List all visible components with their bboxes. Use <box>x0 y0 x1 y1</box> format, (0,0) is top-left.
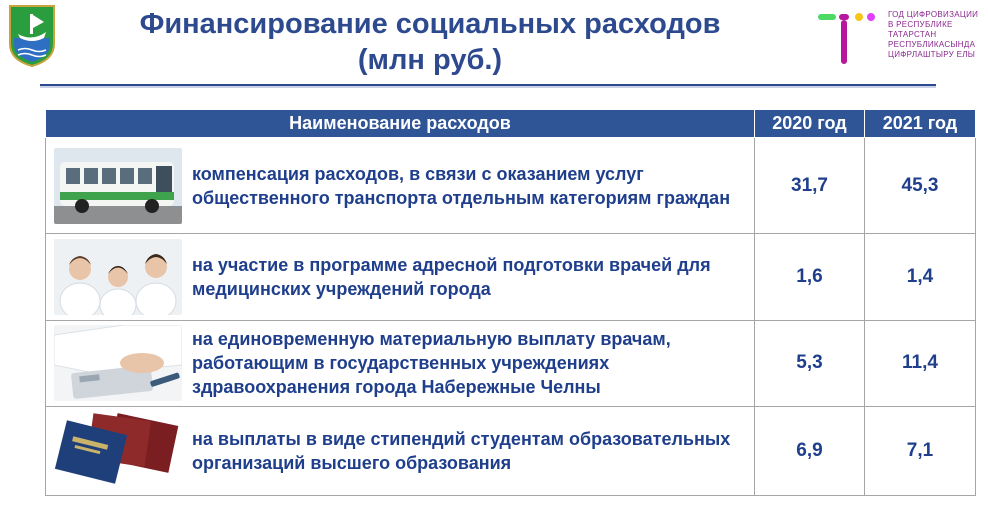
doctors-photo <box>54 239 182 315</box>
value-2021: 11,4 <box>865 320 976 406</box>
value-2020: 6,9 <box>755 406 865 495</box>
value-2020: 1,6 <box>755 234 865 320</box>
table-row <box>46 234 976 320</box>
title-line-1: Финансирование социальных расходов <box>139 8 721 40</box>
table-row <box>46 320 976 406</box>
table-header-row <box>46 110 976 138</box>
city-crest-logo <box>6 4 58 68</box>
table-row <box>46 138 976 234</box>
value-2021: 45,3 <box>865 138 976 234</box>
digitalization-year-logo <box>818 10 878 66</box>
expense-name: на выплаты в виде стипендий студентам образовательных организаций высшего образования <box>192 428 731 473</box>
page-title <box>100 6 760 78</box>
student-cards-photo <box>54 413 182 489</box>
brand-line: ЦИФРЛАШТЫРУ ЕЛЫ <box>888 50 976 59</box>
expenses-table <box>45 109 976 496</box>
title-divider-shadow <box>40 86 936 88</box>
table-row <box>46 406 976 495</box>
digitalization-year-text <box>888 10 988 60</box>
brand-line: В РЕСПУБЛИКЕ <box>888 20 953 29</box>
expense-name-cell <box>46 406 755 495</box>
brand-line: РЕСПУБЛИКАСЫНДА <box>888 40 976 49</box>
bus-photo <box>54 148 182 224</box>
title-line-2: (млн руб.) <box>357 44 503 76</box>
value-2020: 31,7 <box>755 138 865 234</box>
brand-line: ГОД ЦИФРОВИЗАЦИИ <box>888 10 979 19</box>
expense-name: компенсация расходов, в связи с оказанием услуг общественного транспорта отдельным категориям граждан <box>192 163 731 208</box>
header-expense-name: Наименование расходов <box>46 110 755 138</box>
brand-line: ТАТАРСТАН <box>888 30 937 39</box>
expense-name: на участие в программе адресной подготовки врачей для медицинских учреждений города <box>192 254 711 299</box>
value-2021: 1,4 <box>865 234 976 320</box>
doctor-calculator-photo <box>54 325 182 401</box>
expense-name-cell <box>46 320 755 406</box>
expense-name: на единовременную материальную выплату врачам, работающим в государственных учреждениях здравоохранения города Набережные Челны <box>192 329 671 398</box>
expense-name-cell <box>46 234 755 320</box>
header-2021: 2021 год <box>865 110 976 138</box>
expense-name-cell <box>46 138 755 234</box>
value-2021: 7,1 <box>865 406 976 495</box>
header-2020: 2020 год <box>755 110 865 138</box>
value-2020: 5,3 <box>755 320 865 406</box>
